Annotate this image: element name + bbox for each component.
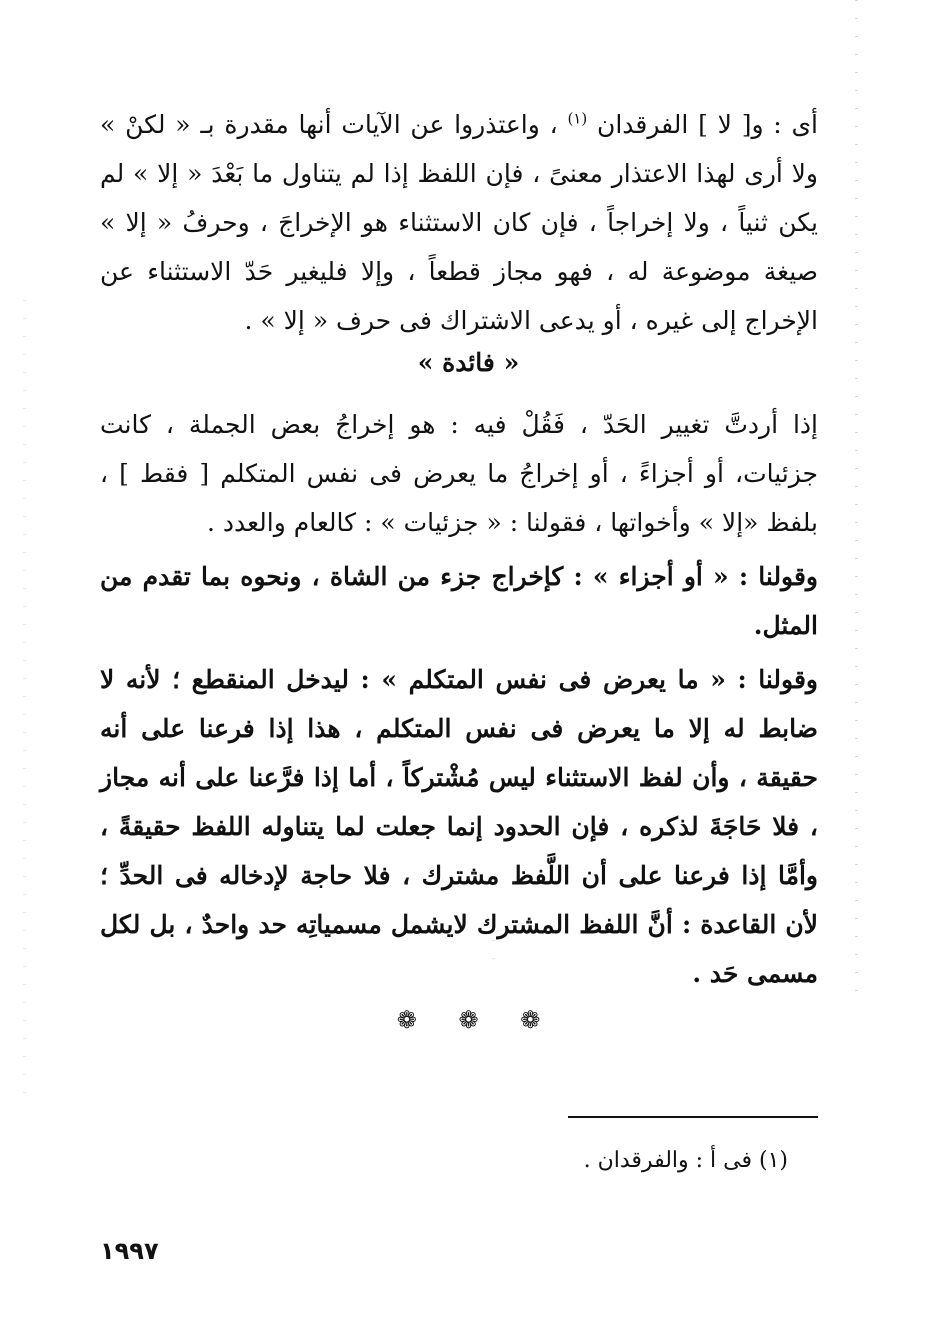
footnote-separator — [568, 1116, 818, 1118]
scan-artifact-right — [855, 0, 858, 1000]
section-heading: « فائدة » — [417, 348, 520, 377]
paragraph-1-text-start: أى : و[ لا ] الفرقدان — [587, 110, 818, 139]
paragraph-2: إذا أردتَّ تغيير الحَدّ ، فَقُلْ فيه : هو إخراجُ بعض الجملة ، كانت جزئيات، أو أجزاءً ، أو إخراجُ ما يعرض فى نفس المتكلم [ فقط ] ، بلفظ «إلا » وأخواتها ، فقولنا : « جزئيات » : كالعام والعدد . — [100, 410, 818, 537]
flower-ornament-icon: ❁ — [458, 1006, 479, 1034]
page-number: ١٩٩٧ — [100, 1237, 159, 1265]
paragraph-4: وقولنا : « ما يعرض فى نفس المتكلم » : ليدخل المنقطع ؛ لأنه لا ضابط له إلا ما يعرض فى نفس المتكلم ، هذا إذا فرعنا على أنه حقيقة ، وأن لفظ الاستثناء ليس مُشْتركاً ، أما إذا فرَّعنا على أنه مجاز ، فلا حَاجَةَ لذكره ، فإن الحدود إنما جعلت لما يتناوله اللفظ حقيقةً ، وأمَّا إذا فرعنا على أن اللَّفظ مشترك ، فلا حاجة لإدخاله فى الحدِّ ؛ لأن القاعدة : أنَّ اللفظ المشترك لايشمل مسمياتِه حد واحدٌ ، بل لكل مسمى حَد . — [100, 665, 818, 988]
footnote: (١) فى أ : والفرقدان . — [583, 1148, 788, 1173]
flower-ornament-icon: ❁ — [396, 1006, 417, 1034]
paragraph-1 — [100, 100, 818, 345]
paragraph-1-text-end: ، واعتذروا عن الآيات أنها مقدرة بـ « لكنْ » ولا أرى لهذا الاعتذار معنىً ، فإن اللفظ إذا لم يتناول ما بَعْدَ « إلا » لم يكن ثنياً ، ولا إخراجاً ، فإن كان الاستثناء هو الإخراجَ ، وحرفُ « إلا » صيغة موضوعة له ، فهو مجاز قطعاً ، وإلا فليغير حَدّ الاستثناء عن الإخراج إلى غيره ، أو يدعى الاشتراك فى حرف « إلا » . — [100, 110, 818, 335]
section-divider — [0, 1006, 937, 1034]
footnote-reference: (١) — [567, 109, 588, 128]
scan-artifact-left — [23, 300, 26, 1100]
paragraph-3: وقولنا : « أو أجزاء » : كإخراج جزء من الشاة ، ونحوه بما تقدم من المثل. — [100, 562, 818, 640]
flower-ornament-icon: ❁ — [520, 1006, 541, 1034]
